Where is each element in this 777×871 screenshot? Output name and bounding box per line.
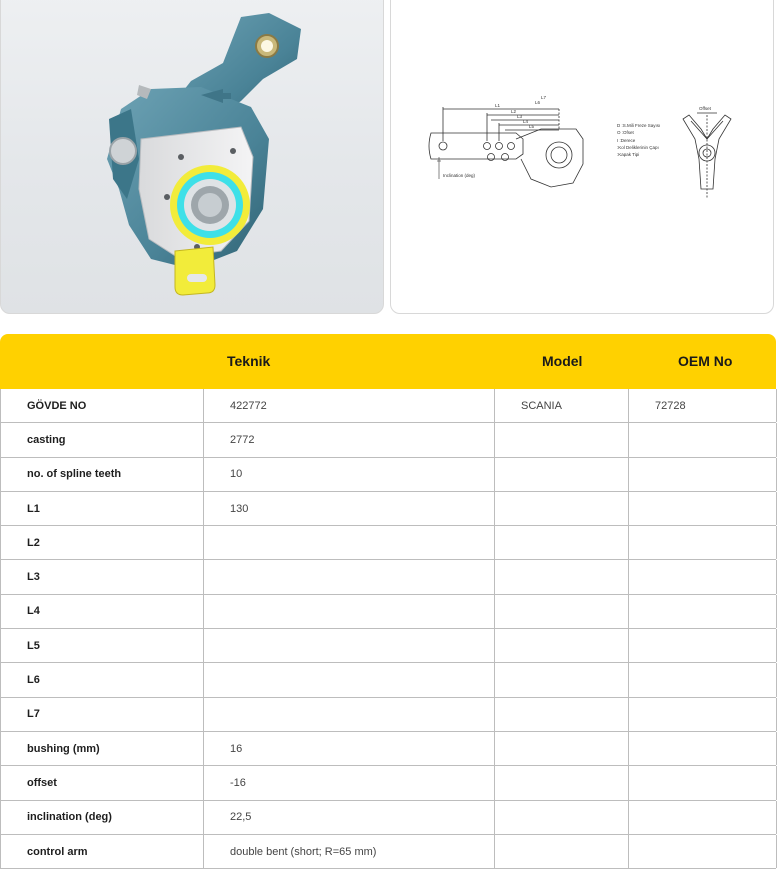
header-model: Model <box>542 353 583 369</box>
cell-teknik <box>204 595 495 628</box>
cell-model <box>495 698 629 731</box>
row-label: offset <box>1 766 204 799</box>
row-label: L1 <box>1 492 204 525</box>
cell-teknik: 422772 <box>204 389 495 422</box>
cell-model <box>495 595 629 628</box>
table-row <box>0 423 776 457</box>
cell-oem-no <box>629 423 777 456</box>
row-label: L6 <box>1 663 204 696</box>
cell-model <box>495 492 629 525</box>
cell-model <box>495 423 629 456</box>
row-label: L3 <box>1 560 204 593</box>
table-row <box>0 732 776 766</box>
legend-item: I :Derece <box>617 138 636 143</box>
offset-label: Offset <box>699 106 711 111</box>
dim-label: L7 <box>541 95 547 100</box>
table-row <box>0 835 776 869</box>
dim-label: L2 <box>511 109 517 114</box>
row-label: L4 <box>1 595 204 628</box>
cell-model <box>495 629 629 662</box>
cell-model <box>495 801 629 834</box>
row-label: inclination (deg) <box>1 801 204 834</box>
legend-item: O :Ofset <box>617 130 634 135</box>
table-row <box>0 492 776 526</box>
table-row <box>0 458 776 492</box>
technical-drawing-card[interactable] <box>390 0 774 314</box>
row-label: no. of spline teeth <box>1 458 204 491</box>
cell-model <box>495 835 629 868</box>
cell-oem-no <box>629 835 777 868</box>
cell-model <box>495 560 629 593</box>
cell-oem-no <box>629 766 777 799</box>
cell-oem-no <box>629 492 777 525</box>
legend-item: D :S.Mili Freze Sayısı <box>617 123 661 128</box>
row-label: L5 <box>1 629 204 662</box>
cell-teknik: double bent (short; R=65 mm) <box>204 835 495 868</box>
table-body <box>0 389 776 869</box>
dim-label: L1 <box>495 103 501 108</box>
cell-model <box>495 663 629 696</box>
dim-label: L5 <box>529 124 535 129</box>
table-header <box>0 334 776 389</box>
row-label: L2 <box>1 526 204 559</box>
inclination-label: Inclination (deg) <box>443 173 476 178</box>
table-row <box>0 629 776 663</box>
table-row <box>0 801 776 835</box>
spec-table <box>0 334 777 871</box>
cell-model <box>495 732 629 765</box>
slack-adjuster-render <box>1 0 384 314</box>
cell-oem-no <box>629 526 777 559</box>
cell-oem-no <box>629 595 777 628</box>
cell-model <box>495 766 629 799</box>
cell-oem-no <box>629 458 777 491</box>
cell-teknik: 10 <box>204 458 495 491</box>
cell-oem-no <box>629 663 777 696</box>
dim-label: L6 <box>535 100 541 105</box>
cell-teknik <box>204 560 495 593</box>
cell-teknik <box>204 663 495 696</box>
cell-teknik <box>204 629 495 662</box>
legend-item: :Kol Deliklerinin Çapı <box>617 145 659 150</box>
cell-teknik: 130 <box>204 492 495 525</box>
table-row <box>0 698 776 732</box>
cell-teknik <box>204 698 495 731</box>
technical-drawing <box>391 0 774 314</box>
cell-model: SCANIA <box>495 389 629 422</box>
header-teknik: Teknik <box>227 353 271 369</box>
table-row <box>0 663 776 697</box>
cell-teknik: -16 <box>204 766 495 799</box>
dim-label: L3 <box>517 114 523 119</box>
cell-teknik: 2772 <box>204 423 495 456</box>
row-label: GÖVDE NO <box>1 389 204 422</box>
product-images <box>0 0 777 315</box>
table-row <box>0 560 776 594</box>
row-label: control arm <box>1 835 204 868</box>
cell-oem-no <box>629 560 777 593</box>
row-label: casting <box>1 423 204 456</box>
table-row <box>0 526 776 560</box>
cell-teknik: 22,5 <box>204 801 495 834</box>
cell-model <box>495 458 629 491</box>
drawing-legend <box>617 123 660 157</box>
row-label: bushing (mm) <box>1 732 204 765</box>
dim-label: L4 <box>523 119 529 124</box>
product-photo-card[interactable] <box>0 0 384 314</box>
table-row <box>0 766 776 800</box>
cell-oem-no: 72728 <box>629 389 777 422</box>
legend-item: :Kapak Tipi <box>617 152 640 157</box>
cell-oem-no <box>629 629 777 662</box>
row-label: L7 <box>1 698 204 731</box>
table-row <box>0 389 776 423</box>
cell-oem-no <box>629 732 777 765</box>
cell-model <box>495 526 629 559</box>
cell-teknik <box>204 526 495 559</box>
cell-oem-no <box>629 801 777 834</box>
cell-teknik: 16 <box>204 732 495 765</box>
header-oem-no: OEM No <box>678 353 733 369</box>
table-row <box>0 595 776 629</box>
cell-oem-no <box>629 698 777 731</box>
